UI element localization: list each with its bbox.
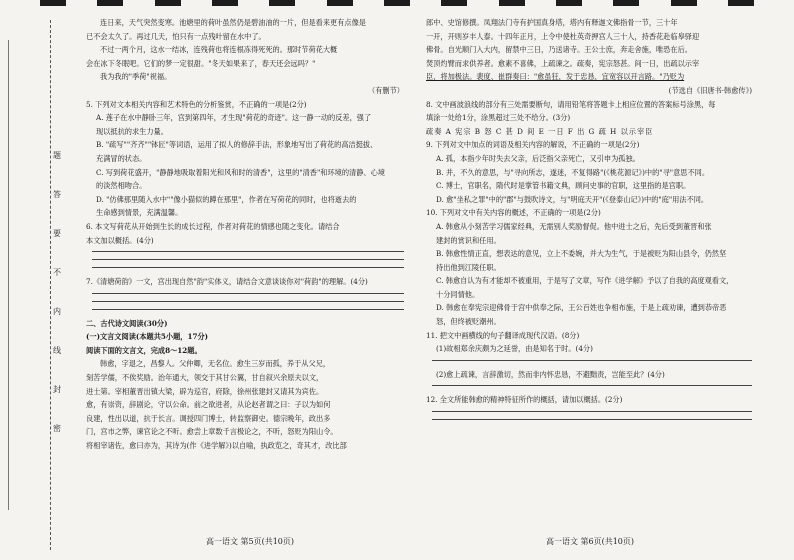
seal-line <box>50 20 51 550</box>
option: C. 写到荷花盛开，"静静地吸取着阳光和风和时的清香"，这里的"清香"和环境的清静、心境 <box>96 167 385 177</box>
option: A. 孤，本指少年时失去父亲，后泛指父亲死亡，又引申为孤独。 <box>436 153 640 163</box>
passage-line: 佛骨。自光顺门入大内，留禁中三日，乃送诸寺。王公士庶，奔走舍施，唯恐在后。 <box>426 45 692 55</box>
answer-line[interactable] <box>92 293 404 294</box>
option: C. 博士，官职名，隋代时是掌管书籍文典，顾问史事的官职，这里指的是宫职。 <box>436 181 691 191</box>
binding-margin <box>0 0 60 560</box>
page-footer-right: 高一语文 第6页(共10页) <box>545 537 635 546</box>
translation-item: (2)愈上疏谏，言辞激切，然而非内怀忠恳，不避黜责，岂能至此？(4分) <box>436 369 665 379</box>
passage-line: 臣，将加极法。裴度、崔群奏曰："愈虽狂，发于忠恳，宜宽容以开言路。"乃贬为 <box>426 72 685 82</box>
passage-line: 我为我的"季荷"祝福。 <box>100 72 172 82</box>
answer-line[interactable] <box>92 259 404 260</box>
seal-line-labels <box>53 150 63 434</box>
answer-line[interactable] <box>432 360 752 361</box>
page-footer-left: 高一语文 第5页(共10页) <box>205 537 295 546</box>
margin-label: 密 <box>53 424 61 433</box>
answer-line[interactable] <box>92 309 404 310</box>
source-note: （有删节） <box>368 85 404 95</box>
right-page <box>426 16 752 427</box>
passage-line: 焚顶灼臂而求供养者。愈素不喜佛，上疏谏之。疏奏，宪宗怒甚。间一日，出疏以示宰 <box>426 58 700 68</box>
passage-line: 良建，性出以道，抗于长言。调授四门博士，转监察御史。德宗晚年，政出多 <box>86 413 331 423</box>
margin-label: 题 <box>53 151 61 160</box>
passage-line: 一开，开则岁丰人泰。十四年正月，上令中使杜英奇押宫人三十人，持香花赴临皋驿迎 <box>426 31 700 41</box>
margin-line <box>8 40 23 510</box>
registration-marks <box>40 0 754 6</box>
option: 充满冒的状态。 <box>96 153 147 163</box>
question-10: 10. 下列对文中有关内容的概述，不正确的一项是(2分) <box>426 208 601 218</box>
option: C. 韩愈自认为有才能却不被重用，于是写了文章，写作《进学解》予以了自我的高度观看文， <box>436 276 734 286</box>
subsection-intro: 阅读下面的文言文，完成8～12题。 <box>86 345 202 355</box>
option: 生命感到情景，充满温馨。 <box>96 208 183 218</box>
option: B. 并，不久的意思，与"寻向所志，遂迷，不复得路"(《桃花源记》)中的"寻"意思不同。 <box>436 167 710 177</box>
margin-label: 封 <box>53 385 61 394</box>
answer-line[interactable] <box>432 411 752 412</box>
passage-line: 郎中、史馆修撰。凤翔法门寺有护国真身塔，塔内有释迦文佛指骨一节，三十年 <box>426 18 678 27</box>
question-12: 12. 全文所能韩愈的精神特征所作的概括，请加以概括。(2分) <box>426 395 623 405</box>
answer-line[interactable] <box>432 419 752 420</box>
passage-line: 进士第。宰相董晋出镇大梁，辟为巡官，府除，徐州张建封又请其为宾佐。 <box>86 386 324 396</box>
question-8-cont: 填涂一处给1分，涂黑超过三处不给分。(3分) <box>426 113 571 123</box>
question-7: 7.《清塘荷韵》一文，宫出现自然"韵"实体义，请结合文意谈谈你对"荷韵"的理解。(4分) <box>86 277 368 287</box>
option: 现以抵抗的求生力量。 <box>96 126 168 136</box>
question-6-cont: 本文加以概括。(4分) <box>86 235 154 245</box>
passage-line: 愈，有崇资，辞剧论，守以公命。前之欲进者，从论赵者谓之曰：子以为如何 <box>86 400 331 410</box>
answer-line[interactable] <box>92 301 404 302</box>
margin-label: 答 <box>53 190 61 199</box>
answer-line[interactable] <box>92 267 404 268</box>
option: 怒，但终被贬潮州。 <box>436 317 501 327</box>
passage-line: 不过一两个月，这水一结冰，连残荷也将连根冻得死死的。那时节荷花大概 <box>100 45 338 55</box>
margin-label: 要 <box>53 229 61 238</box>
option: D. 韩愈在奉宪宗迎佛骨于宫中供奉之际，王公百姓也争相布施，于是上疏劝谏，遭到恭帝恶 <box>436 303 727 313</box>
answer-line[interactable] <box>432 385 752 386</box>
option: 建封的赏识和任用。 <box>436 235 501 245</box>
passage-line: 刻苦学儒，不俟奖励。治年通大，领交于其甘公翼，甘自叙兴余原夫以文， <box>86 373 324 383</box>
option: D. "仿佛那里随入水中""像小猫似的蹲在那里"，作者在写荷花的同时，也将逝去的 <box>96 194 357 204</box>
margin-label: 线 <box>53 346 61 355</box>
passage-line: 会在冰下冬眠吧。它们的梦一定很甜。"冬天如果来了，春天还会远吗？" <box>86 58 316 68</box>
passage-line: 连日来，天气突然变寒。池塘里的荷叶虽然仍是碧油油的一片，但是看来更有点像是 <box>100 18 366 27</box>
question-11: 11. 把文中画横线的句子翻译成现代汉语。(8分) <box>426 330 580 340</box>
passage-line: 门，宫市之弊，谏官论之不听。愈尝上章数千言极论之，不听，怒贬为阳山令。 <box>86 427 338 437</box>
option: D. 愈"坐私之罪"中的"郡"与鼓吹诗文，与"明庭天开"(《登泰山记》)中的"庭"用法不同。 <box>436 194 709 204</box>
margin-label: 内 <box>53 307 61 316</box>
question-8: 8. 文中画波浪线的部分有三处需要断句，请用铅笔将答题卡上相应位置的答案标号涂黑，每 <box>426 99 716 109</box>
option: B. 韩愈性情正直，想表达的意见，立上不委婉，并大为生气，于是被贬为阳山县令，仍然坚 <box>436 249 727 259</box>
section-heading: 二、古代诗文阅读(30分) <box>86 318 168 328</box>
option: 持出他到江陵任职。 <box>436 262 501 272</box>
option: A. 韩愈从小刻苦学习儒家经典，无需别人奖励督促。他中进士之后，先后受到董晋和张 <box>436 221 712 231</box>
subsection-heading: (一)文言文阅读(本题共5小题，17分) <box>86 332 209 342</box>
passage-line: 韩愈，字退之，昌黎人。父仲卿，无名位。愈生三岁而孤，养于从父兄， <box>100 359 331 369</box>
passage-line: 将相宰诸佐，愈曰亦为，其诗为(作《进学解》)以自喻，执政览之，奇其才，改比部 <box>86 441 347 451</box>
translation-item: (1)故相郑余庆颇为之延誉，由是知名于时。(4分) <box>436 344 593 354</box>
option: 的淡然相吻合。 <box>96 181 147 191</box>
source-note: (节选自《旧唐书·韩愈传》) <box>668 85 752 95</box>
option: 十分同情他。 <box>436 289 480 299</box>
margin-label: 不 <box>53 268 61 277</box>
answer-line[interactable] <box>92 251 404 252</box>
question-6: 6. 本文写荷花从开始到生长的成长过程，作者对荷花的情感也随之变化。请结合 <box>86 221 340 231</box>
option: B. "疏写""齐齐""钵匠"等词语，运用了拟人的修辞手法，形象地写出了荷花的高洁挺拔、 <box>96 140 378 150</box>
left-page <box>86 16 404 453</box>
segmentation-options[interactable]: 疏奏 A 宪宗 B 怒 C 甚 D 间 E 一日 F 出 G 疏 H 以示宰臣 <box>426 126 654 136</box>
question-5: 5. 下列对文本相关内容和艺术特色的分析鉴赏，不正确的一项是(2分) <box>86 99 307 109</box>
option: A. 莲子在水中静卧三年，宫到第四年，才生现"荷花的奇迹"。这一静一动的反差，强了 <box>96 113 372 123</box>
question-9: 9. 下列对文中加点的词语及相关内容的解说，不正确的一项是(2分) <box>426 140 640 150</box>
passage-line: 已不会太久了。再过几天，怕只有一点残叶留在水中了。 <box>86 31 266 41</box>
